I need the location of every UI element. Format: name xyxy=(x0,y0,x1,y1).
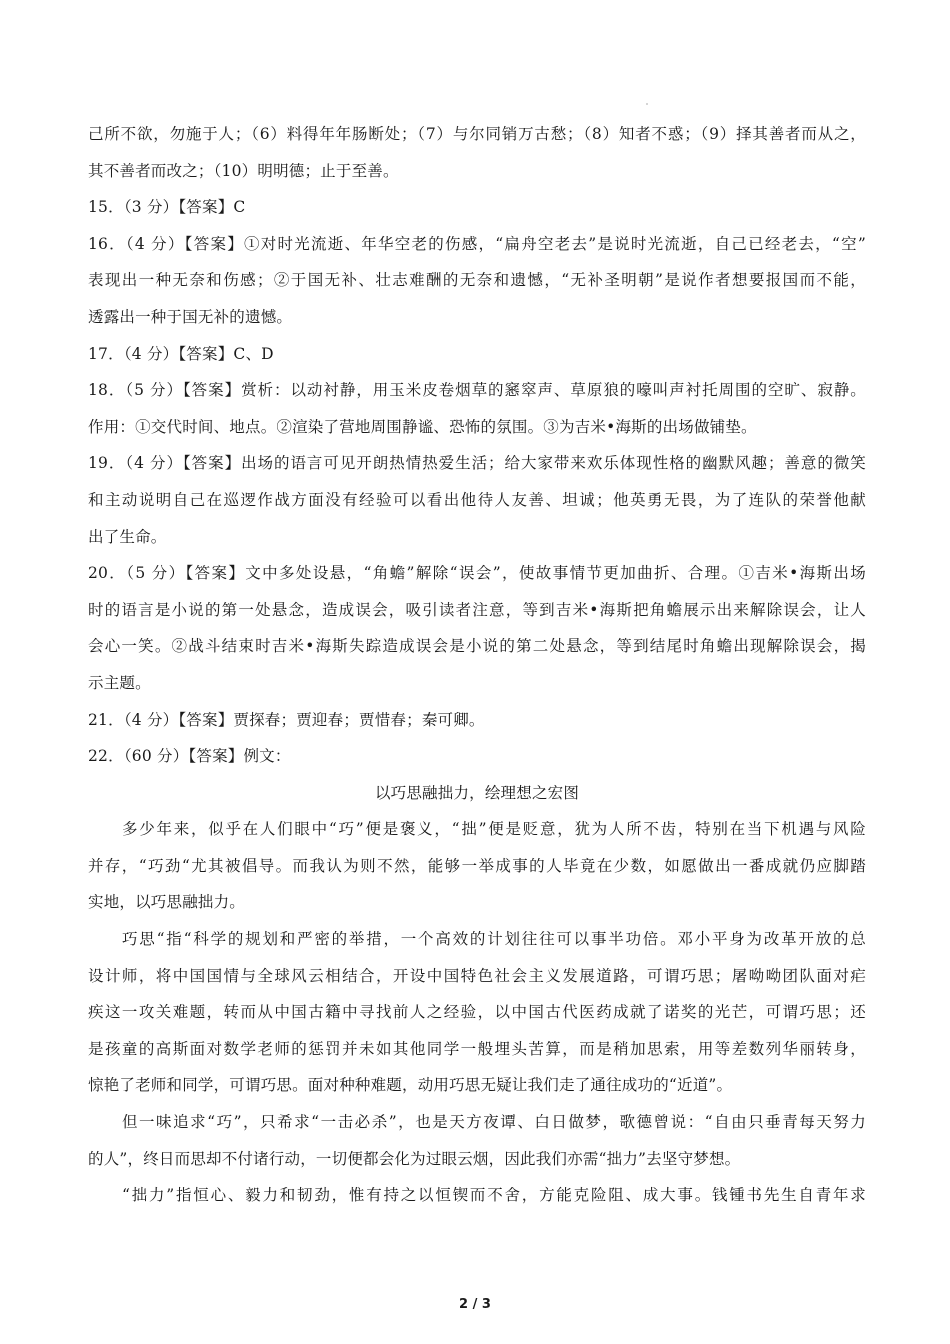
essay-line: 的人”，终日而思却不付诸行动，一切便都会化为过眼云烟，因此我们亦需“拙力”去坚守梦想。 xyxy=(88,1149,741,1168)
answer-21: 21．（4 分）【答案】贾探春；贾迎春；贾惜春；秦可卿。 xyxy=(88,710,485,729)
essay-line: “拙力”指恒心、毅力和韧劲，惟有持之以恒锲而不舍，方能克险阻、成大事。钱锺书先生自青年求 xyxy=(122,1186,866,1205)
text-line: 示主题。 xyxy=(88,673,151,692)
text-line: 和主动说明自己在巡逻作战方面没有经验可以看出他待人友善、坦诚；他英勇无畏，为了连队的荣誉他献 xyxy=(88,490,866,509)
answer-15: 15．（3 分）【答案】C xyxy=(88,198,246,217)
text-line: 透露出一种于国无补的遗憾。 xyxy=(88,307,293,326)
essay-title: 以巧思融拙力，绘理想之宏图 xyxy=(374,783,580,802)
essay-line: 设计师，将中国国情与全球风云相结合，开设中国特色社会主义发展道路，可谓巧思；屠呦呦团队面对疟 xyxy=(88,966,866,985)
essay-line: 实地，以巧思融拙力。 xyxy=(88,893,246,912)
answer-16: 16．（4 分）【答案】①对时光流逝、年华空老的伤感，“扁舟空老去”是说时光流逝，自己已经老去，“空” xyxy=(88,234,866,253)
essay-line: 疾这一攻关难题，转而从中国古籍中寻找前人之经验，以中国古代医药成就了诺奖的光芒，可谓巧思；还 xyxy=(88,1003,866,1022)
text-line: 作用：①交代时间、地点。②渲染了营地周围静谧、恐怖的氛围。③为吉米•海斯的出场做铺垫。 xyxy=(88,417,757,436)
answer-22: 22．（60 分）【答案】例文： xyxy=(88,747,291,766)
answer-17: 17．（4 分）【答案】C、D xyxy=(88,344,274,363)
page-number: 2 / 3 xyxy=(459,1297,491,1312)
essay-line: 但一味追求“巧”，只希求“一击必杀”，也是天方夜谭、白日做梦，歌德曾说：“自由只垂青每天努力 xyxy=(122,1113,866,1132)
text-line: 会心一笑。②战斗结束时吉米•海斯失踪造成误会是小说的第二处悬念，等到结尾时角蟾出现解除误会，揭 xyxy=(88,637,866,656)
text-line: 其不善者而改之；（10）明明德；止于至善。 xyxy=(88,161,399,180)
text-line: 时的语言是小说的第一处悬念，造成误会，吸引读者注意，等到吉米•海斯把角蟾展示出来解除误会，让人 xyxy=(88,600,866,619)
essay-line: 多少年来，似乎在人们眼中“巧”便是褒义，“拙”便是贬意，犹为人所不齿，特别在当下机遇与风险 xyxy=(122,820,866,839)
essay-line: 并存，“巧劲“尤其被倡导。而我认为则不然，能够一举成事的人毕竟在少数，如愿做出一番成就仍应脚踏 xyxy=(88,856,866,875)
answer-20: 20．（5 分）【答案】文中多处设悬，“角蟾”解除“误会”，使故事情节更加曲折、合理。①吉米•海斯出场 xyxy=(88,564,866,583)
essay-line: 巧思“指“科学的规划和严密的举措，一个高效的计划往往可以事半功倍。邓小平身为改革开放的总 xyxy=(122,930,866,949)
scan-speck xyxy=(646,103,648,105)
answer-18: 18．（5 分）【答案】赏析：以动衬静，用玉米皮卷烟草的窸窣声、草原狼的嚎叫声衬托周围的空旷、寂静。 xyxy=(88,381,866,400)
essay-line: 惊艳了老师和同学，可谓巧思。面对种种难题，动用巧思无疑让我们走了通往成功的“近道”。 xyxy=(88,1076,733,1095)
answer-document xyxy=(88,116,866,1214)
text-line: 表现出一种无奈和伤感；②于国无补、壮志难酬的无奈和遗憾，“无补圣明朝”是说作者想要报国而不能， xyxy=(88,271,866,290)
text-line: 己所不欲，勿施于人；（6）料得年年肠断处；（7）与尔同销万古愁；（8）知者不惑；（9）择其善者而从之， xyxy=(88,125,866,143)
essay-line: 是孩童的高斯面对数学老师的惩罚并未如其他同学一般埋头苦算，而是稍加思索，用等差数列华丽转身， xyxy=(88,1039,866,1058)
answer-19: 19．（4 分）【答案】出场的语言可见开朗热情热爱生活；给大家带来欢乐体现性格的幽默风趣；善意的微笑 xyxy=(88,454,866,473)
text-line: 出了生命。 xyxy=(88,527,167,546)
